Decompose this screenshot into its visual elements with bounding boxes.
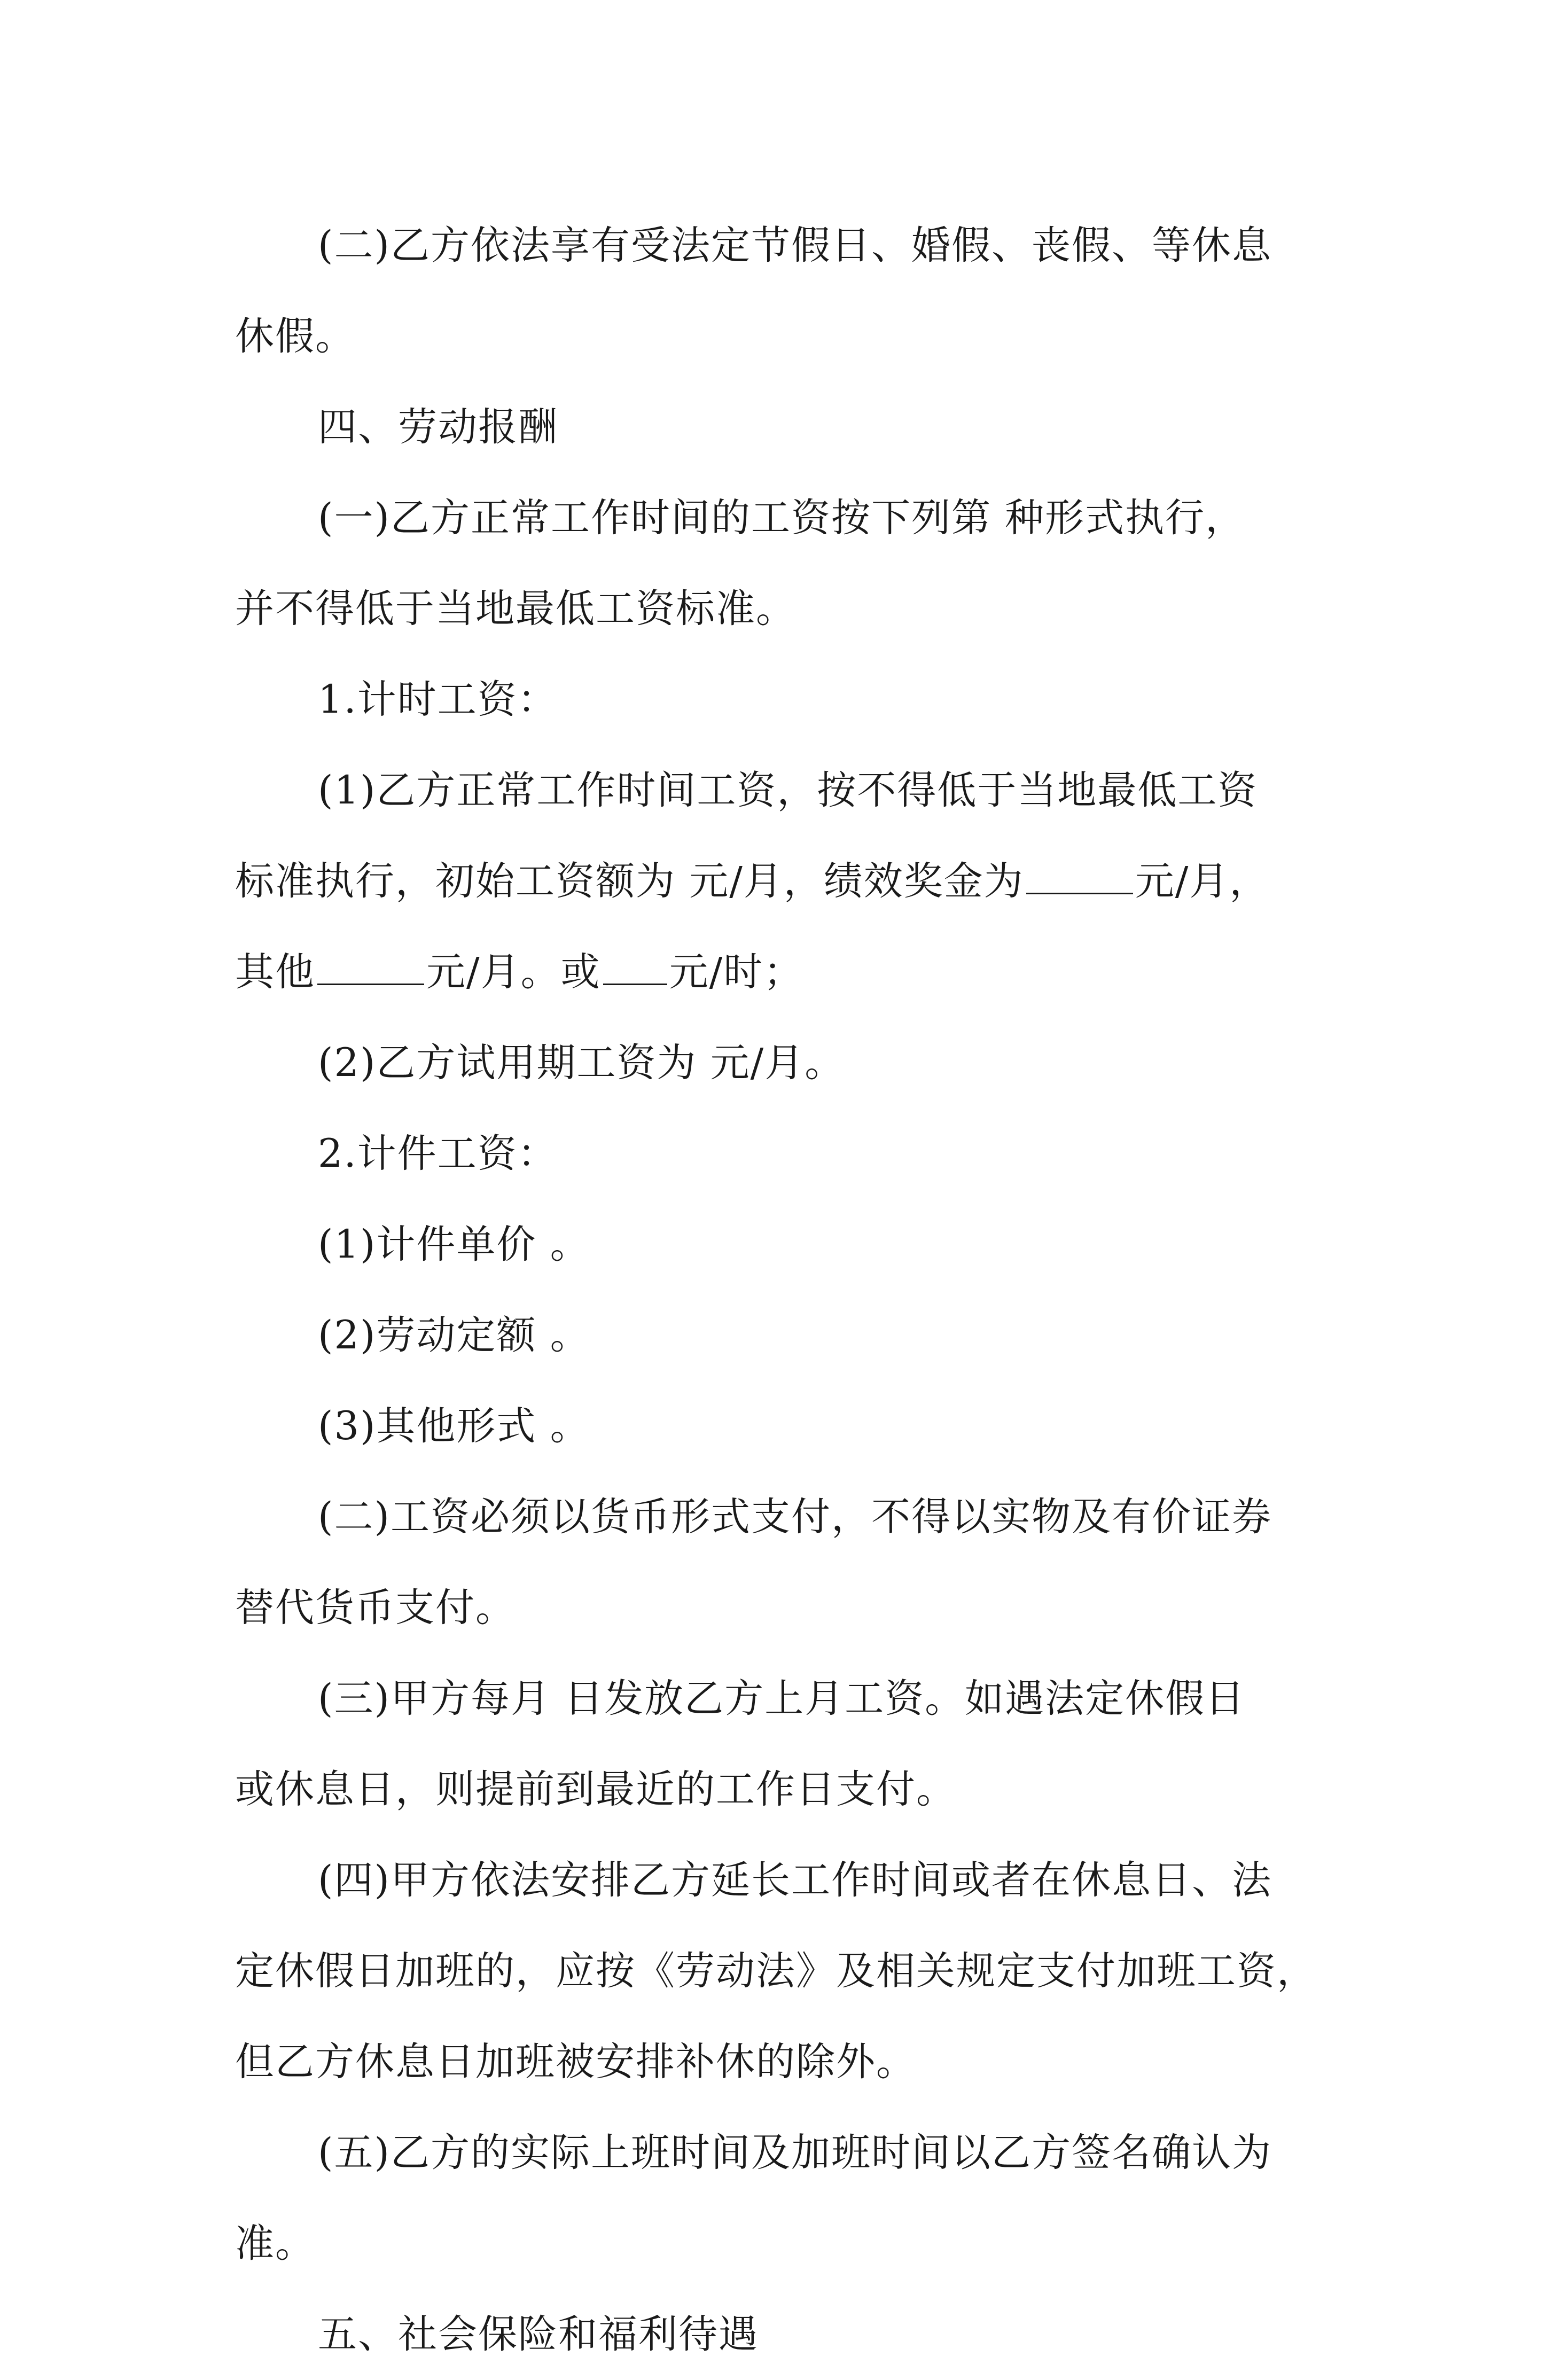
- paragraph-wage-form: [235, 473, 1325, 654]
- text-line: 定休假日加班的，应按《劳动法》及相关规定支付加班工资，: [235, 1948, 1317, 1994]
- subheading-hourly-wage: [235, 654, 1325, 745]
- text-line: (三)甲方每月 日发放乙方上月工资。如遇法定休假日: [318, 1676, 1246, 1721]
- text-line: 1.计时工资：: [318, 677, 558, 722]
- text-line: 准。: [235, 2221, 315, 2266]
- text-fragment: 元/月，: [1135, 859, 1270, 904]
- text-line: 或休息日，则提前到最近的工作日支付。: [235, 1767, 956, 1812]
- text-line: 并不得低于当地最低工资标准。: [235, 586, 796, 631]
- paragraph-attendance: [235, 2108, 1325, 2289]
- paragraph-probation-wage: [235, 1018, 1325, 1109]
- text-line: (1)乙方正常工作时间工资，按不得低于当地最低工资: [318, 768, 1258, 813]
- text-line: [235, 836, 1325, 927]
- section-heading-insurance: [235, 2289, 1325, 2380]
- text-fragment: 标准执行，初始工资额为 元/月，绩效奖金为: [235, 859, 1024, 904]
- text-line: 五、社会保险和福利待遇: [318, 2312, 759, 2357]
- text-line: (二)工资必须以货币形式支付，不得以实物及有价证券: [318, 1494, 1272, 1540]
- text-line: (3)其他形式 。: [318, 1403, 590, 1449]
- paragraph-normal-wage: [235, 745, 1325, 1018]
- section-heading-remuneration: [235, 382, 1325, 473]
- fill-in-blank: [1026, 861, 1133, 894]
- text-line: (四)甲方依法安排乙方延长工作时间或者在休息日、法: [318, 1858, 1272, 1903]
- text-line: (五)乙方的实际上班时间及加班时间以乙方签名确认为: [318, 2130, 1272, 2175]
- text-line: 替代货币支付。: [235, 1585, 516, 1630]
- text-fragment: 元/时；: [669, 949, 804, 995]
- text-line: (一)乙方正常工作时间的工资按下列第 种形式执行，: [318, 495, 1246, 541]
- subheading-piece-wage: [235, 1109, 1325, 1199]
- text-fragment: 其他: [235, 949, 315, 995]
- text-line: 休假。: [235, 314, 355, 359]
- paragraph-other-form: [235, 1381, 1325, 1472]
- text-line: [235, 927, 1325, 1018]
- fill-in-blank: [317, 951, 424, 985]
- text-line: (2)乙方试用期工资为 元/月。: [318, 1040, 845, 1086]
- paragraph-currency-payment: [235, 1472, 1325, 1653]
- fill-in-blank: [603, 951, 667, 985]
- paragraph-overtime: [235, 1835, 1325, 2108]
- text-line: (二)乙方依法享有受法定节假日、婚假、丧假、等休息: [318, 223, 1272, 268]
- text-line: 2.计件工资：: [318, 1131, 558, 1176]
- paragraph-labor-quota: [235, 1290, 1325, 1381]
- paragraph-leave: [235, 200, 1325, 382]
- document-body: [235, 200, 1325, 2380]
- text-line: 四、劳动报酬: [318, 404, 558, 450]
- paragraph-payday: [235, 1653, 1325, 1835]
- text-line: 但乙方休息日加班被安排补休的除外。: [235, 2039, 916, 2085]
- text-line: (2)劳动定额 。: [318, 1313, 590, 1358]
- text-line: (1)计件单价 。: [318, 1222, 590, 1267]
- text-fragment: 元/月。或: [426, 949, 601, 995]
- paragraph-piece-price: [235, 1199, 1325, 1290]
